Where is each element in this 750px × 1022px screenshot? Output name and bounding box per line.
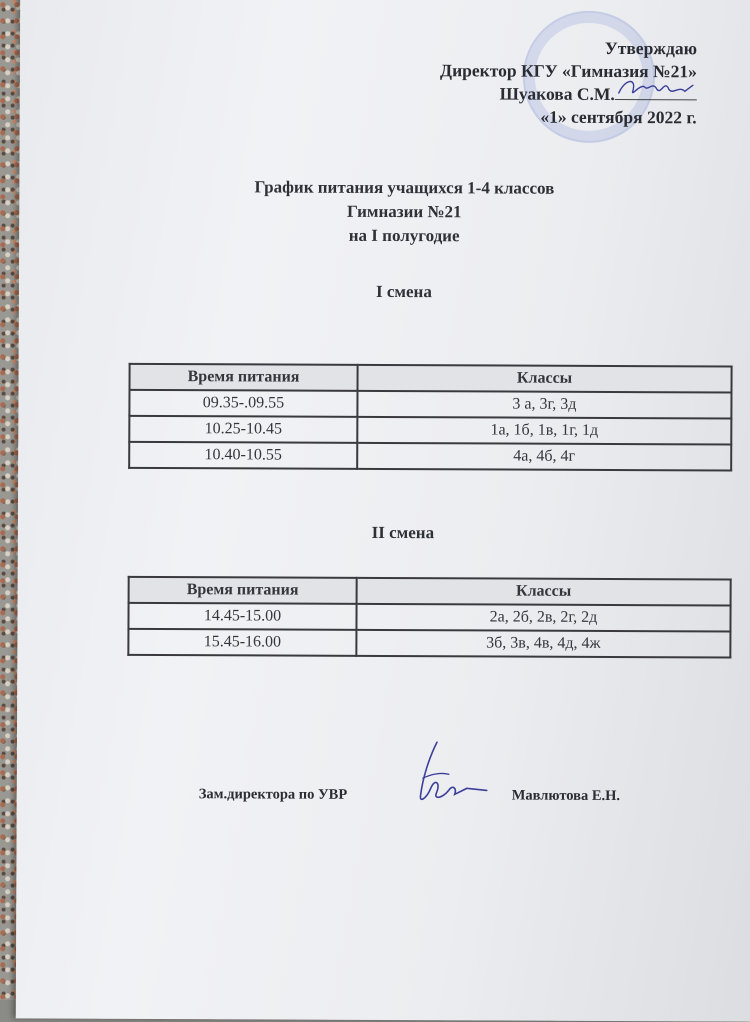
table-row: [128, 603, 730, 632]
document-sheet: [16, 0, 750, 1022]
classes-cell: 3б, 3в, 4в, 4д, 4ж: [356, 630, 730, 658]
classes-cell: 4а, 4б, 4г: [357, 443, 731, 471]
table-row: [129, 442, 731, 471]
time-cell: 15.45-16.00: [128, 629, 356, 656]
classes-cell: 2а, 2б, 2в, 2г, 2д: [356, 604, 730, 632]
approval-date: «1» сентября 2022 г.: [540, 106, 697, 128]
time-cell: 09.35-.09.55: [129, 390, 357, 417]
approval-block: [440, 36, 697, 129]
title-line-2: Гимназии №21: [346, 201, 462, 222]
column-header-time: Время питания: [129, 577, 357, 604]
column-header-classes: Классы: [357, 365, 731, 393]
deputy-director-name: Мавлютова Е.Н.: [511, 787, 621, 805]
shift-2-heading: II смена: [371, 522, 435, 543]
approval-director: Директор КГУ «Гимназия №21»: [440, 60, 697, 82]
table-header-row: [129, 577, 731, 606]
title-line-1: График питания учащихся 1-4 классов: [254, 177, 555, 198]
column-header-time: Время питания: [129, 364, 357, 391]
shift-1-heading: I смена: [375, 281, 432, 302]
table-row: [128, 629, 730, 658]
deputy-director-label: Зам.директора по УВР: [198, 786, 348, 803]
signature-line: [615, 85, 697, 100]
table-row: [129, 390, 731, 419]
deputy-signature: [397, 738, 492, 818]
approval-signer: [440, 82, 697, 106]
table-header-row: [129, 364, 731, 393]
approval-signer-name: Шуакова С.М.: [499, 83, 615, 104]
shift-2-table: [127, 576, 731, 659]
time-cell: 10.25-10.45: [129, 416, 357, 443]
title-line-3: на I полугодие: [348, 225, 460, 246]
approval-title: Утверждаю: [604, 37, 698, 59]
classes-cell: 1а, 1б, 1в, 1г, 1д: [357, 417, 731, 445]
time-cell: 10.40-10.55: [129, 442, 357, 469]
time-cell: 14.45-15.00: [128, 603, 356, 630]
table-row: [129, 416, 731, 445]
director-signature: [615, 73, 697, 103]
shift-1-table: [128, 363, 732, 472]
classes-cell: 3 а, 3г, 3д: [357, 391, 731, 419]
column-header-classes: Классы: [357, 578, 731, 606]
document-title: [19, 174, 750, 249]
